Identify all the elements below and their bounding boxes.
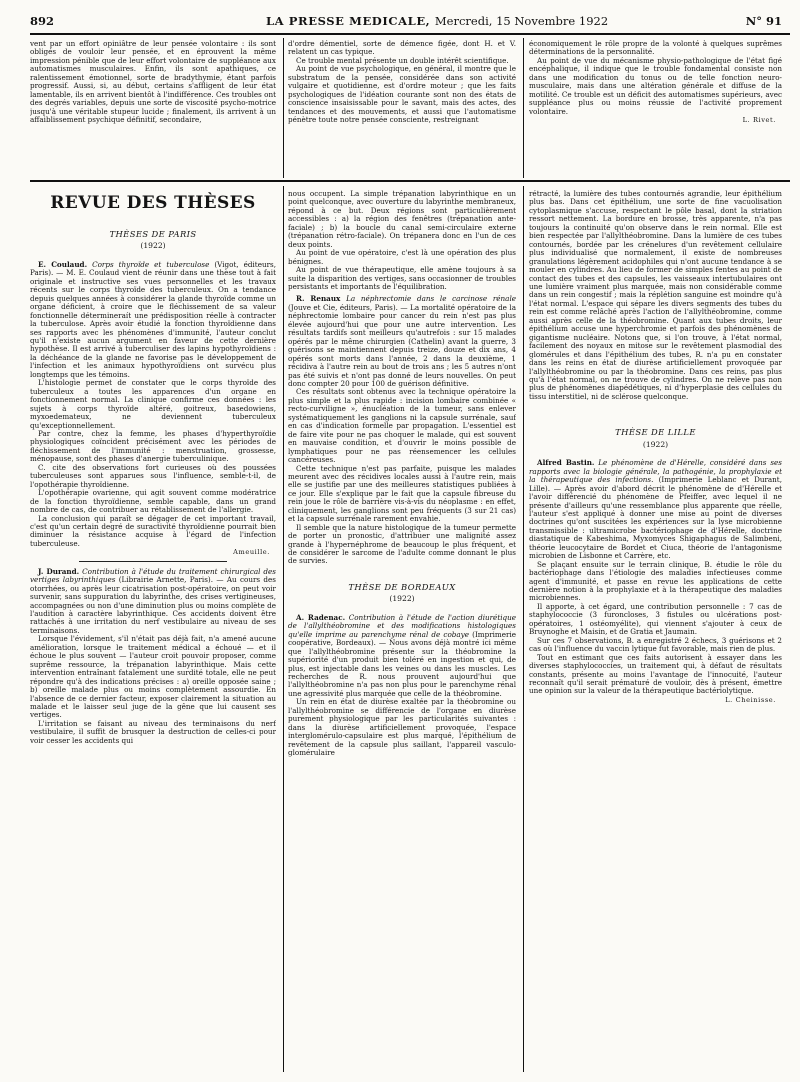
paragraph: Sur ces 7 observations, B. a enregistré 2 échecs, 3 guérisons et 2 cas où l'influence du vaccin lytique fut favorable, mais rien de plus. bbox=[529, 635, 782, 654]
spacer bbox=[529, 401, 782, 425]
main-column-1 bbox=[30, 190, 276, 1072]
top-divider-1 bbox=[283, 38, 284, 178]
header-rule bbox=[30, 33, 790, 35]
review-radenac bbox=[288, 614, 516, 699]
title-durand: Contribution à l'étude du traitement chirurgical des vertiges labyrinthiques bbox=[30, 566, 276, 585]
issue-date: Mercredi, 15 Novembre 1922 bbox=[434, 14, 609, 28]
title-bastin: Le phénomène de d'Hérelle, considéré dans ses rapports avec la biologie générale, la pathogénie, la prophylaxie et la thérapeutique des infections. bbox=[529, 458, 782, 485]
page-header bbox=[30, 14, 790, 32]
journal-title bbox=[266, 14, 608, 28]
author-radenac: A. Radenac. bbox=[296, 612, 346, 622]
main-divider-1 bbox=[283, 186, 284, 1072]
top-c2-paragraph-2: Ce trouble mental présente un double intérêt scientifique. bbox=[296, 55, 509, 65]
main-column-2 bbox=[288, 190, 516, 1072]
page-number: 892 bbox=[30, 14, 55, 28]
author-coulaud: E. Coulaud. bbox=[38, 259, 88, 269]
divider bbox=[79, 561, 227, 562]
title-renaux: La néphrectomie dans le carcinose rénale bbox=[346, 294, 516, 304]
spacer bbox=[288, 566, 516, 580]
paragraph: C. cite des observations fort curieuses où des poussées tuberculeuses sont apparues sous l'influence, semble-t-il, de l'opothérapie thyroïdienne. bbox=[30, 462, 276, 489]
top-c3-paragraph-1: économiquement le rôle propre de la volonté à quelques suprêmes déterminations de la personnalité. bbox=[529, 40, 782, 57]
paragraph: Il semble que la nature histologique de la tumeur permette de porter un pronostic, d'attribuer une malignité assez grande à l'hypernéphrome de beaucoup le plus fréquent, et de considérer le sarcome de l'adulte comme donnant le plus de survies. bbox=[288, 522, 516, 566]
paragraph: Au point de vue thérapeutique, elle amène toujours à sa suite la disparition des vertiges, sans occasionner de troubles persistants et importants de l'équilibration. bbox=[288, 265, 516, 291]
body-bastin: (Imprimerie Leblanc et Durant, Lille). — Après avoir d'abord décrit le phénomène de d'Hérelle et l'avoir différencié du phénomène de Pfeiffer, avec lequel il ne présente d'ailleurs qu'une ressemblance plus apparente que réelle, l'auteur s'est appliqué à donner une mise au point de diverses doctrines qu'ont suscitées les expériences sur la lyse microbienne transmissible : ultramicrobe bactériophage de d'Hérelle, doctrine diastatique de Kabeshima, Myxomyces Shigaphagus de Salimbeni, théorie leucocytaire de Bordet et Ciuca, théorie de l'antagonisme microbien de Lisbonne et Carrère, etc. bbox=[529, 475, 782, 561]
body-coulaud: (Vigot, éditeurs, Paris). — M. E. Coulaud vient de réunir dans une thèse tout à fait originale et instructive ses vues personnelles et les travaux récents sur le corps thyroïde des tuberculeux. On a tendance depuis quelques années à considérer la glande thyroïde comme un organe déficient, à croire que le fléchissement de sa valeur fonctionnelle détermineraít une prédisposition réelle à contracter la tuberculose. Après avoir étudié la fonction thyroïdienne dans ses rapports avec les phénomènes d'immunité, l'auteur conclut qu'il n'existe aucun argument en faveur de cette dernière hypothèse. Il est arrivé à tuberculiser des lapins hypothyroïdiens : la déchéance de la glande ne favorise pas le développement de l'infection et les animaux hypothyroïdiens ont survécu plus longtemps que les témoins. bbox=[30, 259, 276, 379]
paragraph: nous occupent. La simple trépanation labyrinthique en un point quelconque, avec ouverture du labyrinthe membraneux, répond à ce but. Deux régions sont particulièrement accessibles : a) la région des fenêtres (trépanation ante-faciale) ; b) la boucle du canal semi-circulaire externe (trépanation rétro-faciale). On trépanera donc en l'un de ces deux points. bbox=[288, 190, 516, 249]
review-renaux bbox=[288, 295, 516, 388]
body-radenac: (Imprimerie coopérative, Bordeaux). — Nous avons déjà montré ici même que l'allylthéobromine présente sur la théobromine la supériorité d'un produit bien toléré en ingestion et qui, de plus, est injectable dans les veines ou dans les muscles. Les recherches de R. nous prouvent aujourd'hui que l'allylthéobromine n'a pas non plus pour le parenchyme rénal une agressivité plus marquée que celle de la théobromine. bbox=[288, 629, 516, 698]
main-divider-2 bbox=[523, 186, 524, 1072]
top-column-1 bbox=[30, 40, 276, 172]
paragraph: Un rein en état de diurèse exaltée par la théobromine ou l'allylthéobromine se différencie de l'organe en diurèse purement physiologique par les particularités suivantes : dans la diurèse artificiellement provoquée, l'espace interglomérulo-capsulaire est plus marqué, l'épithélium de revêtement de la capsule plus saillant, l'appareil vasculo-glomérulaire bbox=[288, 697, 516, 758]
author-durand: J. Durand. bbox=[38, 566, 80, 576]
body-renaux: (Jouve et Cie, éditeurs, Paris). — La mortalité opératoire de la néphrectomie lombaire pour cancer du rein n'est pas plus élevée aujourd'hui que pour une autre intervention. Les résultats tardifs sont meilleurs qu'autrefois : sur 15 malades opérés par le même chirurgien (Cathelin) avant la guerre, 3 guérisons se maintiennent depuis treize, douze et dix ans, 4 opérés sont morts dans l'année, 2 dans la deuxième, 1 récidiva à l'autre rein au bout de trois ans ; les 5 autres n'ont pas été suivis et n'ont pas donné de leurs nouvelles. On peut donc compter 20 pour 100 de guérison définitive. bbox=[288, 302, 516, 388]
review-bastin bbox=[529, 459, 782, 560]
paragraph: Par contre, chez la femme, les phases d'hyperthyroïdie physiologiques coïncident précisément avec les périodes de fléchissement de l'immunité : menstruation, grossesse, ménopause, sont des phases d'anergie tuberculinique. bbox=[30, 428, 276, 464]
paragraph: Se plaçant ensuite sur le terrain clinique, B. étudie le rôle du bactériophage dans l'étiologie des maladies infectieuses comme agent d'immunité, et passe en revue les applications de cette dernière notion à la prophylaxie et à la thérapeutique des maladies microbiennes. bbox=[529, 559, 782, 603]
paragraph: Tout en estimant que ces faits autorisent à essayer dans les diverses staphylococcies, un traitement qui, à défaut de résultats constants, présente au moins l'avantage de l'innocuité, l'auteur reconnaît qu'il serait prématuré de vouloir, dès à présent, émettre une opinion sur la valeur de la thérapeutique bactériolytique. bbox=[529, 652, 782, 696]
top-c1-paragraph: vent par un effort opiniâtre de leur pensée volontaire : ils sont obligés de vouloir leur pensée, et en éprouvent la même impression pénible que de leur effort volontaire de suppléance aux automatismes musculaires. Enfin, ils sont apathiques, ce ralentissement émotionnel, sorte de bradythymie, étant parfois progressif. Aussi, si, au début, certains s'affligent de leur état lamentable, ils en arrivent bientôt à l'indifférence. Ces troubles ont des degrés variables, depuis une sorte de viscosité psycho-motrice jusqu'à une véritable stupeur lucide ; finalement, ils arrivent à un affaiblissement psychique définitif, secondaire, bbox=[30, 40, 276, 125]
paragraph: Lorsque l'évidement, s'il n'était pas déjà fait, n'a amené aucune amélioration, lorsque le traitement médical a échoué — et il échoue le plus souvent — l'auteur croit pouvoir proposer, comme suprême ressource, la trépanation labyrinthique. Mais cette intervention entraînant fatalement une surdité totale, elle ne peut répondre qu'à des indications précises : a) oreille opposée saine ; b) oreille malade plus ou moins complètement assourdie. En l'absence de ce dernier facteur, exposer clairement la situation au malade et le laisser seul juge de la gêne que lui causent ses vertiges. bbox=[30, 634, 276, 720]
year-paris: (1922) bbox=[140, 241, 166, 251]
top-c3-signature: L. Rivet. bbox=[742, 116, 776, 125]
top-column-3 bbox=[529, 40, 782, 178]
issue-number: N° 91 bbox=[745, 14, 782, 28]
review-coulaud bbox=[30, 261, 276, 379]
sub-heading-paris: THÈSES DE PARIS bbox=[109, 229, 197, 239]
paragraph: La conclusion qui paraît se dégager de cet important travail, c'est qu'un certain degré de suractivité thyroïdienne pourrait bien diminuer la résistance acquise à l'égard de l'infection tuberculeuse. bbox=[30, 513, 276, 548]
sub-heading-lille: THÈSE DE LILLE bbox=[615, 427, 696, 438]
sub-heading-bordeaux: THÈSE DE BORDEAUX bbox=[348, 581, 456, 592]
top-c2-paragraph-3: Au point de vue psychologique, en général, il montre que le substratum de la pensée, considérée dans son activité vulgaire et quotidienne, est d'ordre moteur ; que les faits psychologiques de l'idéation courante sont non des états de conscience insaisissable pour le savant, mais des actes, des tendances et des mouvements, et aussi que l'automatisme pénètre toute notre pensée consciente, restreignant bbox=[288, 64, 516, 125]
author-bastin: Alfred Bastin. bbox=[537, 458, 595, 468]
paragraph: Ces résultats sont obtenus avec la technique opératoire la plus simple et la plus rapide : incision lombaire combinée « recto-curviligne », énucléation de la tumeur, sans enlever systématiquement les ganglions ni la capsule surrénale, sauf en cas d'indication formelle par propagation. L'essentiel est de faire vite pour ne pas choquer le malade, qui est souvent en mauvaise condition, et d'ouvrir le moins possible de lymphatiques pour ne pas réensemencer les cellules cancéreuses. bbox=[288, 387, 516, 465]
paragraph: Il apporte, à cet égard, une contribution personnelle : 7 cas de staphylococcie (3 furoncloses, 3 fistules ou ulcérations post-opératoires, 1 ostéomyélite), qui viennent s'ajouter à ceux de Bruynoghe et Maisin, et de Gratia et Jaumain. bbox=[529, 601, 782, 637]
paragraph: rétracté, la lumière des tubes contournés agrandie, leur épithélium plus bas. Dans cet épithélium, une sorte de fine vacuolisation cytoplasmique s'accuse, respectant le pôle basal, dont la striation ressort nettement. La bordure en brosse, très apparente, n'a pas toujours la continuité qu'on observe dans le rein normal. Elle est bien respectée par l'allylthéobromine. Dans la lumière de ces tubes contournés, bordée par les crénelures d'un revêtement cellulaire plus individualisé que normalement, il existe de nombreuses granulations légèrement acidophiles qui n'ont aucune tendance à se mouler en cylindres. Au lieu de former de simples fentes au point de contact des tubes et des capsules, les vaisseaux intertubulaires ont une lumière vraiment plus marquée, mais non considérable comme dans un rein congestif ; mais la réplétion sanguine est moindre qu'à l'état normal. L'espace qui sépare les divers segments des tubes du rein est comme relâché après l'action de l'allylthéobromine, comme aussi après celle de la théobromine. Quant aux tubes droits, leur épithélium accuse une hyperchromie et parfois des phénomènes de gigantisme nucléaire. Notons que, si l'on trouve, à l'état normal, facilement des noyaux en mitose sur le revêtement plasmodial des glomérules et dans l'épithélium des tubes, R. n'a pu en constater dans les reins en état de diurèse artificiellement provoquée par l'allylthéobromine ou par la théobromine. Dans ces reins, pas plus qu'à l'état normal, on ne trouve de cylindres. On ne relève pas non plus de phénomènes diapédétiques, ni d'hyperplasie des cellules du tissu interstitiel, ni de sclérose quelconque. bbox=[529, 190, 782, 401]
top-c2-paragraph-1: d'ordre démentiel, sorte de démence figée, dont H. et V. relatent un cas typique. bbox=[288, 40, 516, 57]
section-rule bbox=[30, 180, 790, 182]
signature-cheinisse: L. Cheinisse. bbox=[725, 695, 776, 704]
paragraph: Cette technique n'est pas parfaite, puisque les malades meurent avec des récidives locales aussi à l'autre rein, mais elle se justifie par une des meilleures statistiques publiées à ce jour. Elle s'explique par le fait que la capsule fibreuse du rein joue le rôle de barrière vis-à-vis du néoplasme : en effet, cliniquement, les ganglions sont peu fréquents (3 sur 21 cas) et la capsule surrénale rarement envahie. bbox=[288, 463, 516, 524]
signature-ameuille: Ameuille. bbox=[233, 548, 270, 557]
journal-name: LA PRESSE MEDICALE, bbox=[266, 14, 431, 28]
author-renaux: R. Renaux bbox=[296, 294, 341, 304]
review-durand bbox=[30, 568, 276, 636]
main-column-3 bbox=[529, 190, 782, 1072]
paragraph: L'histologie permet de constater que le corps thyroïde des tuberculeux a toutes les apparences d'un organe en fonctionnement normal. La clinique confirme ces données : les sujets à corps thyroïde altéré, goitreux, basedowiens, myxoedemateux, ne deviennent tuberculeux qu'exceptionnellement. bbox=[30, 378, 276, 430]
title-radenac: Contribution à l'étude de l'action diurétique de l'allylthéobromine et des modifications histologiques qu'elle imprime au parenchyme rénal de cobaye bbox=[288, 612, 516, 639]
top-column-2 bbox=[288, 40, 516, 172]
top-divider-2 bbox=[523, 38, 524, 178]
body-durand: (Librairie Arnette, Paris). — Au cours des otorrhées, ou après leur cicatrisation post-opératoire, on peut voir survenir, sans suppuration du labyrinthe, des crises vertigineuses, accompagnées ou non d'une diminution plus ou moins complète de l'audition à caractère labyrinthique. Ces accidents doivent être rattachés à une irritation du nerf vestibulaire au niveau de ses terminaisons. bbox=[30, 575, 276, 635]
paragraph: Au point de vue opératoire, c'est là une opération des plus bénignes. bbox=[288, 248, 516, 266]
section-title: REVUE DES THÈSES bbox=[50, 193, 256, 213]
year-bordeaux: (1922) bbox=[389, 594, 415, 604]
paragraph: L'irritation se faisant au niveau des terminaisons du nerf vestibulaire, il suffit de brusquer la destruction de celles-ci pour voir cesser les accidents qui bbox=[30, 718, 276, 745]
paragraph: L'opothérapie ovarienne, qui agit souvent comme modératrice de la fonction thyroïdienne, semble capable, dans un grand nombre de cas, de contribuer au rétablissement de l'allergie. bbox=[30, 488, 276, 515]
year-lille: (1922) bbox=[642, 439, 669, 449]
top-c3-paragraph-2: Au point de vue du mécanisme physio-pathologique de l'état figé encéphalique, il indique que le trouble fondamental consiste non dans une modification du tonus ou de telle fonction neuro-musculaire, mais dans une altération générale et diffuse de la motilité. Ce trouble est un déficit des automatismes supérieurs, avec suppléance plus ou moins réussie de l'activité proprement volontaire. bbox=[529, 55, 782, 116]
title-coulaud: Corps thyroïde et tuberculose bbox=[92, 259, 210, 269]
